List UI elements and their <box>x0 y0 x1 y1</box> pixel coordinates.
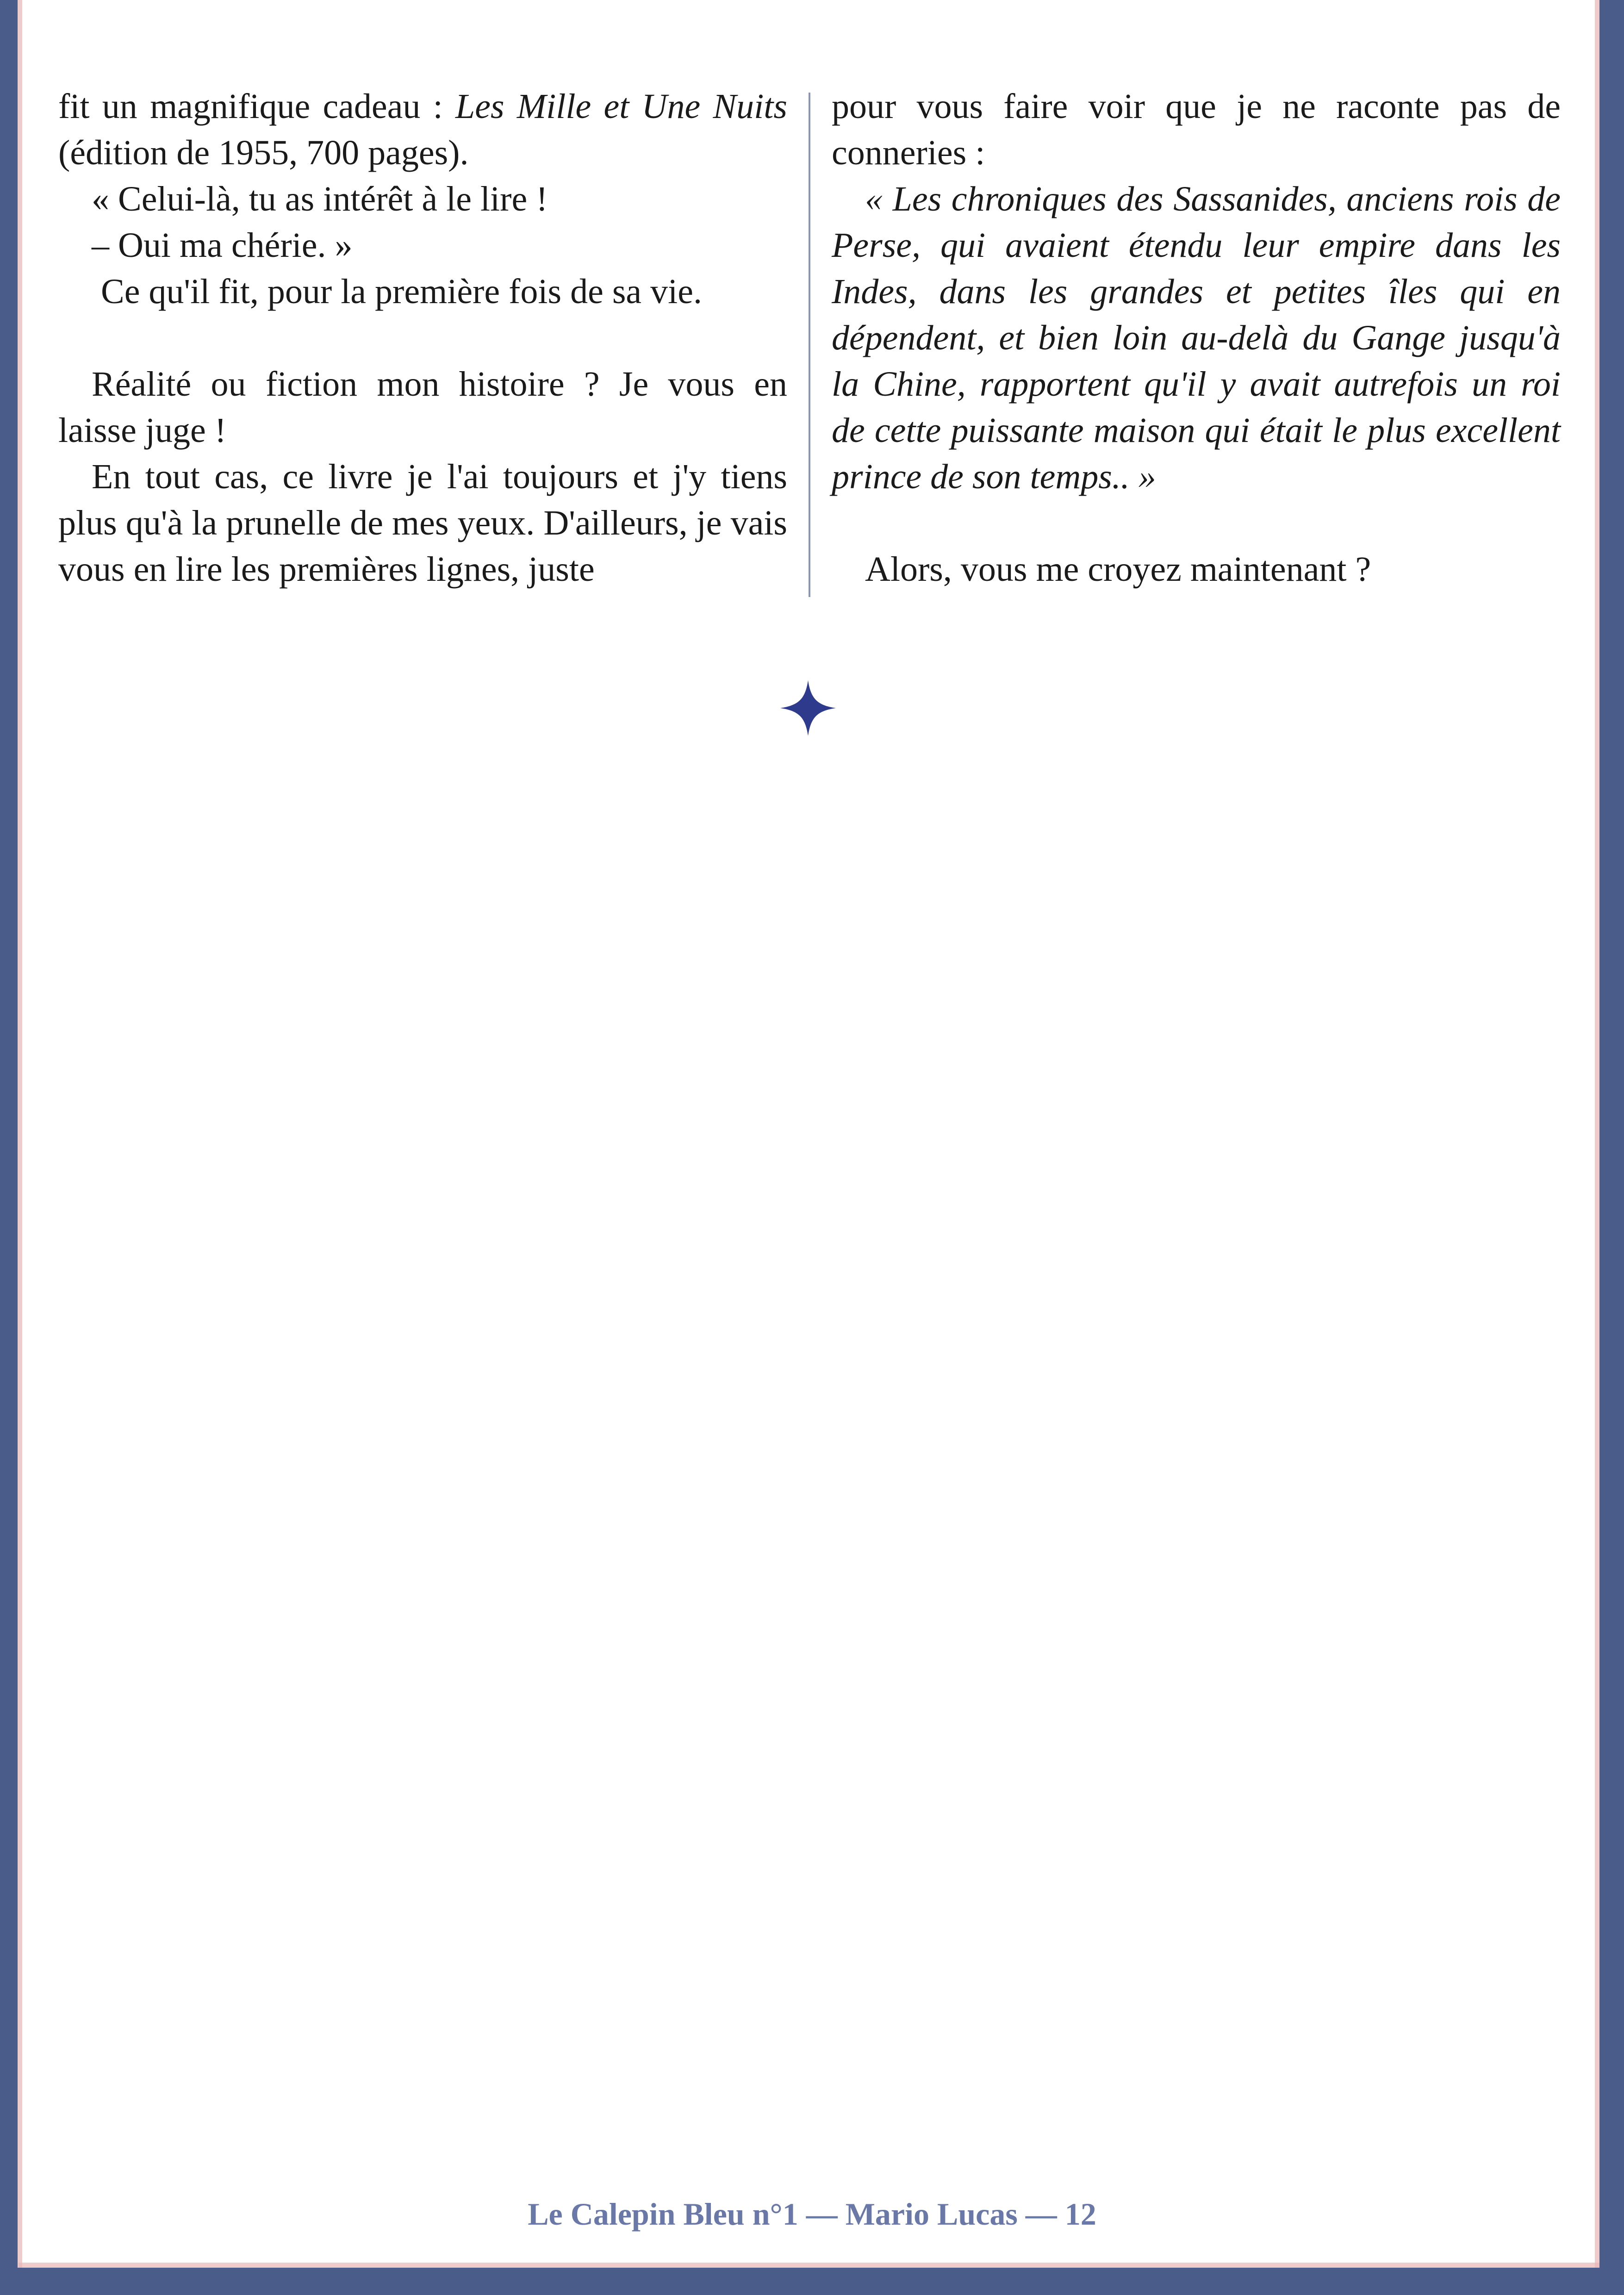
text-run: (édition de 1955, 700 pages). <box>58 133 469 172</box>
dialogue-line: « Celui-là, tu as intérêt à le lire ! <box>92 180 548 218</box>
page-footer: Le Calepin Bleu n°1 — Mario Lucas — 12 <box>528 2196 1096 2232</box>
column-divider <box>809 93 810 597</box>
paragraph <box>58 83 787 176</box>
dialogue-line: – Oui ma chérie. » <box>92 226 353 265</box>
paragraph: En tout cas, ce livre je l'ai toujours et j'y tiens plus qu'à la prunelle de mes yeux. D'ailleurs, je vais vous en lire les premières lignes, juste <box>58 457 787 589</box>
blank-line <box>58 315 787 361</box>
page-frame-right <box>1599 0 1624 2295</box>
text-run: fit un magnifique cadeau : <box>58 87 456 126</box>
book-quote: « Les chroniques des Sassanides, anciens rois de Perse, qui avaient étendu leur empire dans les Indes, dans les grandes et petites îles qui en dépendent, et bien loin au-delà du Gange jusqu'à la Chine, rapportent qu'il y avait autrefois un roi de cette puissante maison qui était le plus excellent prince de son temps.. » <box>832 180 1561 496</box>
paragraph: Ce qu'il fit, pour la première fois de sa vie. <box>101 272 702 311</box>
four-point-star-icon <box>780 680 836 736</box>
page-frame-left-accent <box>18 0 22 2295</box>
blank-line <box>832 500 1561 546</box>
left-column <box>58 83 787 592</box>
book-title: Les Mille et Une Nuits <box>455 87 787 126</box>
right-column <box>832 83 1561 592</box>
paragraph: Réalité ou fiction mon histoire ? Je vous en laisse juge ! <box>58 365 787 450</box>
page-frame-bottom-accent <box>19 2263 1599 2268</box>
page-frame-right-accent <box>1595 0 1599 2295</box>
paragraph: pour vous faire voir que je ne raconte pas de conneries : <box>832 87 1561 172</box>
paragraph: Alors, vous me croyez maintenant ? <box>865 550 1371 589</box>
page-frame-bottom <box>0 2268 1624 2295</box>
page-frame-left <box>0 0 18 2295</box>
